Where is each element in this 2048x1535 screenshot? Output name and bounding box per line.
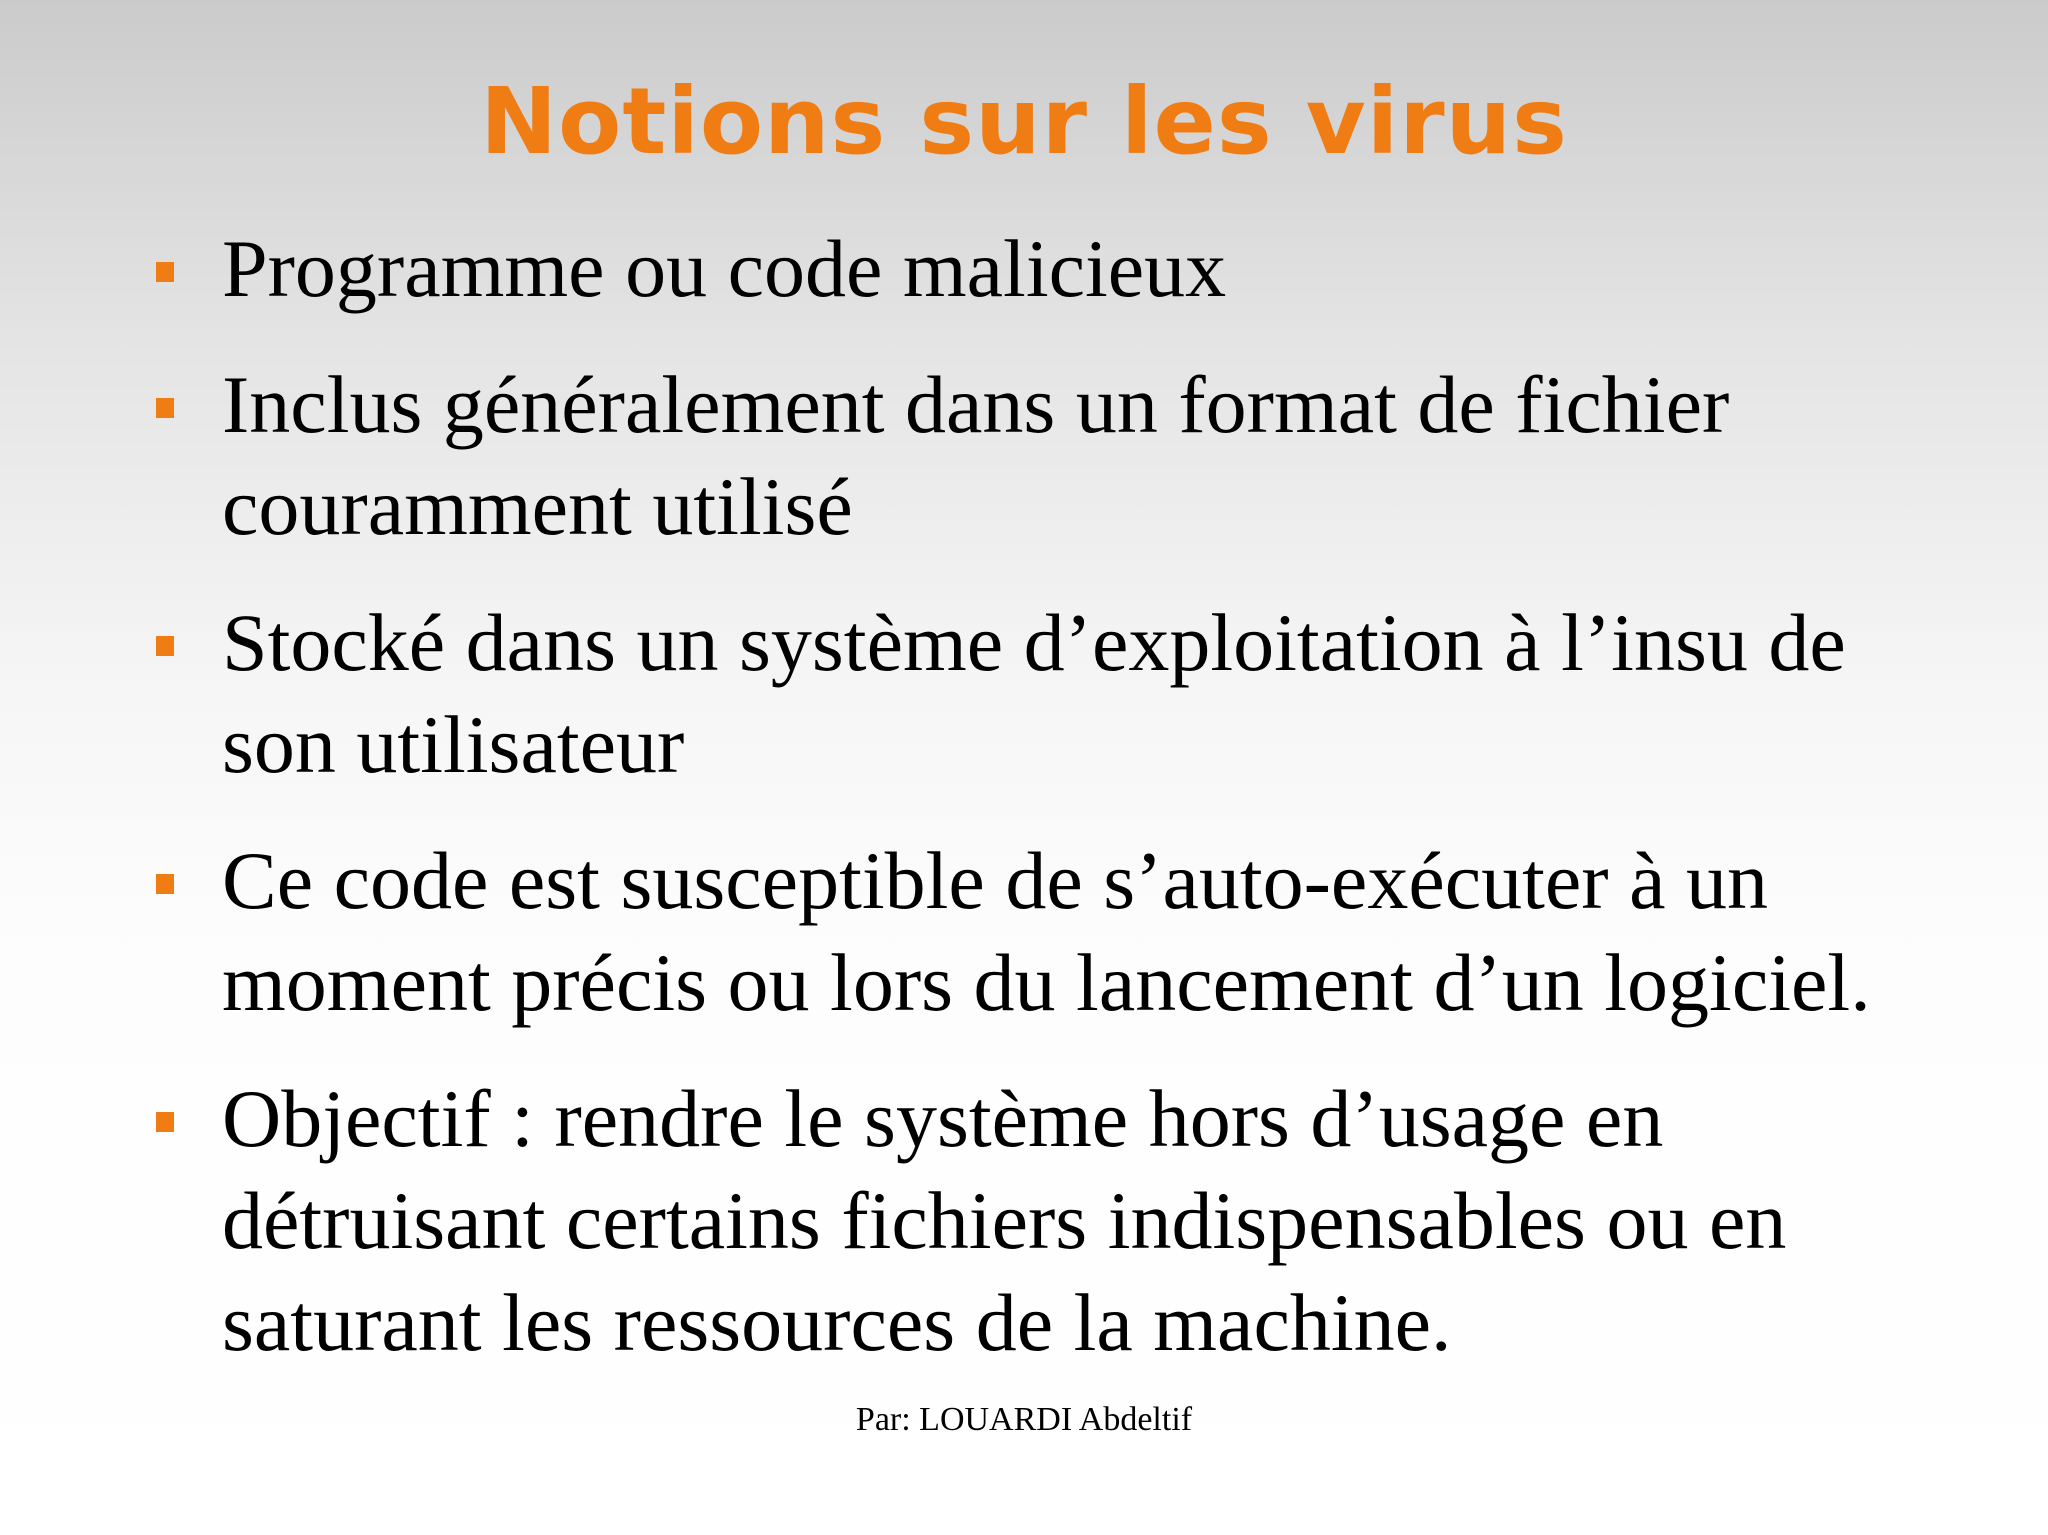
bullet-item xyxy=(222,592,2012,796)
square-bullet-icon xyxy=(156,398,174,418)
slide-title: Notions sur les virus xyxy=(480,68,1568,175)
bullet-line: Stocké dans un système d’exploitation à l’insu de xyxy=(222,597,1846,688)
bullet-item xyxy=(222,1068,2012,1374)
bullet-item xyxy=(222,218,2012,320)
bullet-item xyxy=(222,830,2012,1034)
bullet-line: Ce code est susceptible de s’auto-exécuter à un xyxy=(222,835,1768,926)
bullet-line: Inclus généralement dans un format de fichier xyxy=(222,359,1730,450)
square-bullet-icon xyxy=(156,1112,174,1132)
bullet-line: Objectif : rendre le système hors d’usage en xyxy=(222,1073,1664,1164)
square-bullet-icon xyxy=(156,262,174,282)
bullet-line: son utilisateur xyxy=(222,699,685,790)
bullet-item xyxy=(222,354,2012,558)
square-bullet-icon xyxy=(156,874,174,894)
bullet-line: Programme ou code malicieux xyxy=(222,223,1227,314)
slide-footer: Par: LOUARDI Abdeltif xyxy=(855,1401,1193,1438)
square-bullet-icon xyxy=(156,636,174,656)
bullet-line: moment précis ou lors du lancement d’un logiciel. xyxy=(222,937,1871,1028)
bullet-line: saturant les ressources de la machine. xyxy=(222,1277,1452,1368)
bullet-line: couramment utilisé xyxy=(222,461,853,552)
bullet-line: détruisant certains fichiers indispensables ou en xyxy=(222,1175,1787,1266)
